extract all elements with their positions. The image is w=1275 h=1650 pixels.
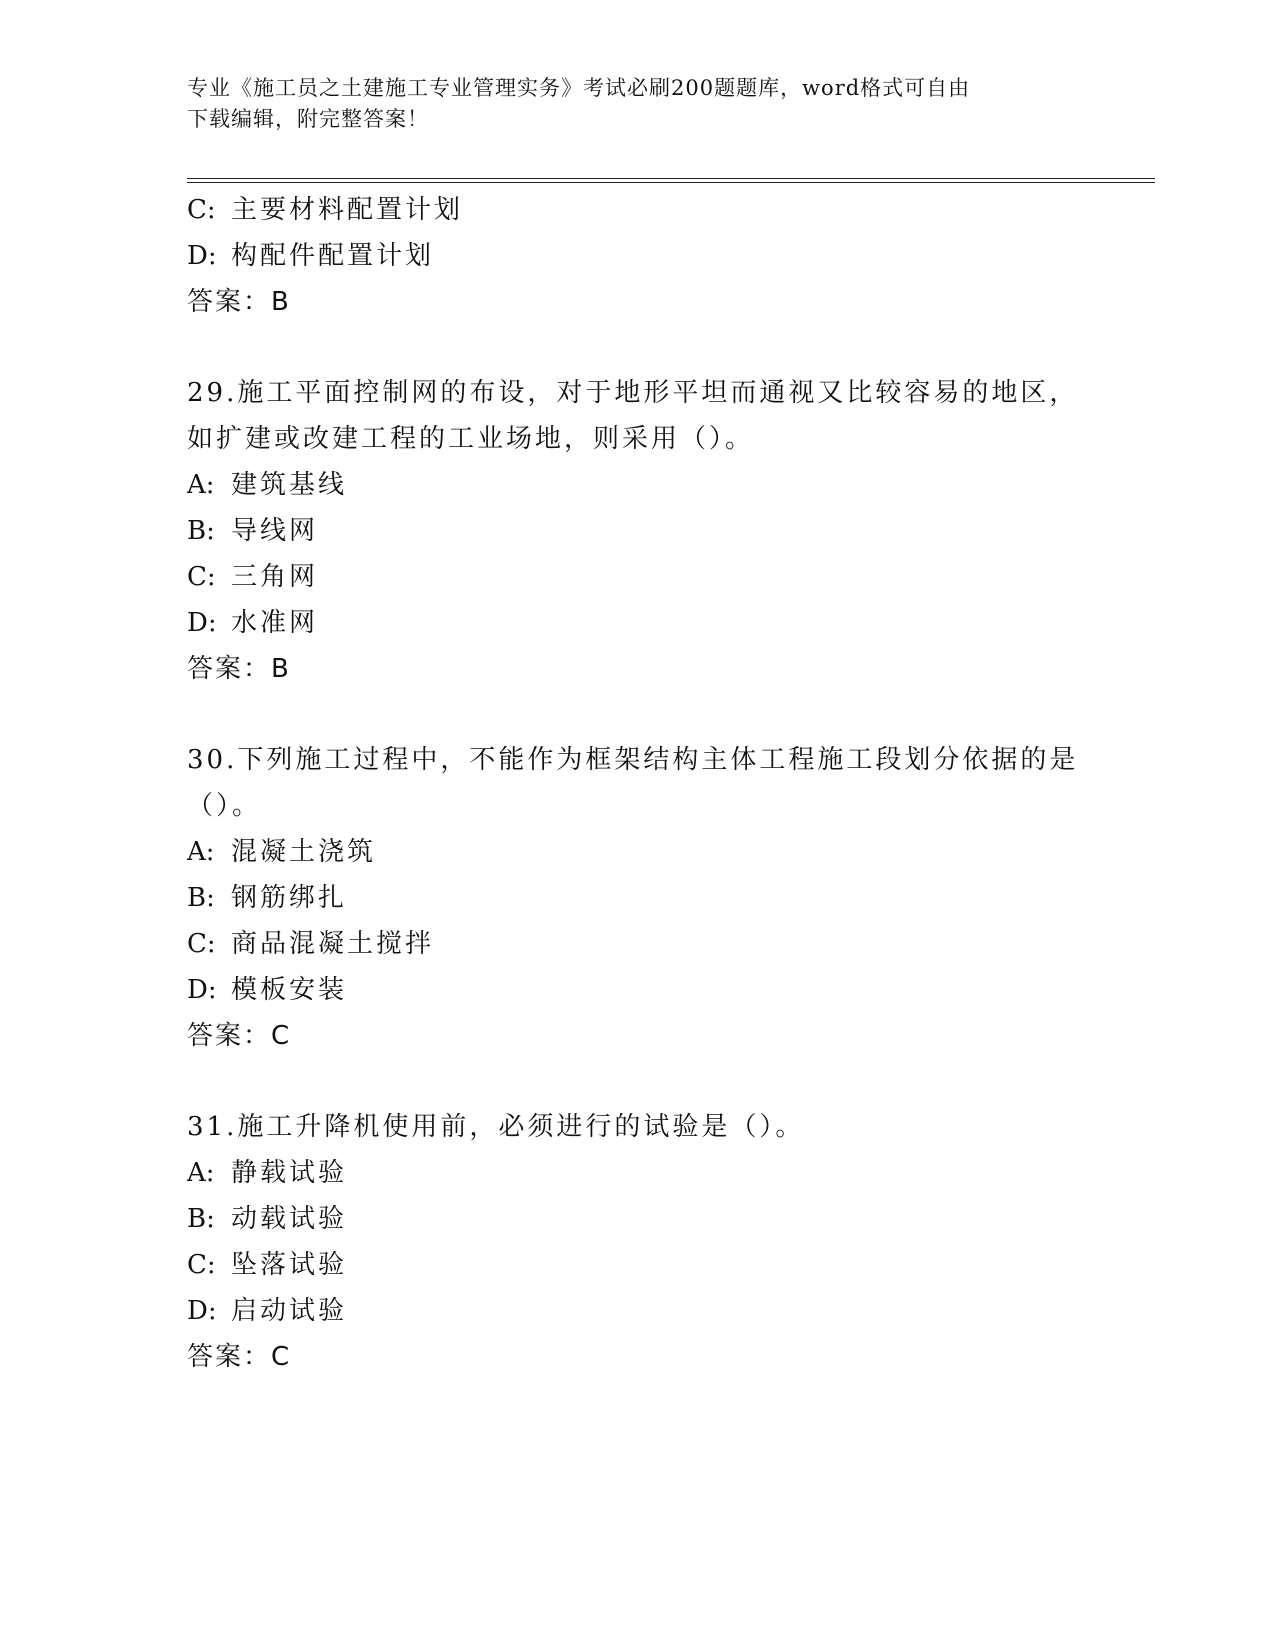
option-key: A: — [187, 1158, 215, 1188]
option-text: 三角网 — [231, 562, 319, 592]
question-stem-line: 31.施工升降机使用前，必须进行的试验是（）。 — [187, 1112, 805, 1142]
option-d — [187, 1288, 1087, 1334]
option-c — [187, 187, 1087, 233]
question-30 — [187, 737, 1087, 1059]
option-text: 混凝土浇筑 — [231, 837, 377, 867]
option-text: 模板安装 — [231, 975, 348, 1005]
answer-line: 答案：B — [187, 287, 291, 317]
option-key: C: — [187, 562, 216, 592]
option-d — [187, 600, 1087, 646]
header-divider-bottom — [187, 182, 1155, 183]
header-line-2: 下载编辑，附完整答案！ — [187, 107, 429, 131]
question-stem-line: 如扩建或改建工程的工业场地，则采用（）。 — [187, 424, 755, 454]
spacer — [187, 1059, 1087, 1104]
option-text: 启动试验 — [231, 1296, 348, 1326]
option-text: 水准网 — [231, 608, 319, 638]
header-line-1: 专业《施工员之土建施工专业管理实务》考试必刷200题题库，word格式可自由 — [187, 76, 971, 100]
option-key: A: — [187, 470, 215, 500]
answer-line: 答案：C — [187, 1021, 292, 1051]
question-31 — [187, 1104, 1087, 1380]
option-a — [187, 829, 1087, 875]
option-text: 动载试验 — [231, 1204, 348, 1234]
option-text: 导线网 — [231, 516, 319, 546]
option-b — [187, 875, 1087, 921]
option-a — [187, 1150, 1087, 1196]
option-key: C: — [187, 1250, 216, 1280]
option-c — [187, 921, 1087, 967]
option-text: 构配件配置计划 — [231, 241, 435, 271]
option-key: D: — [187, 975, 217, 1005]
option-key: C: — [187, 195, 216, 225]
option-a — [187, 462, 1087, 508]
option-c — [187, 554, 1087, 600]
question-stem-line: （）。 — [187, 791, 262, 821]
option-b — [187, 508, 1087, 554]
spacer — [187, 692, 1087, 737]
spacer — [187, 325, 1087, 370]
option-key: D: — [187, 1296, 217, 1326]
option-key: D: — [187, 241, 217, 271]
option-key: D: — [187, 608, 217, 638]
question-29 — [187, 370, 1087, 692]
question-list — [187, 187, 1087, 1380]
option-key: B: — [187, 883, 215, 913]
option-text: 商品混凝土搅拌 — [231, 929, 435, 959]
option-text: 主要材料配置计划 — [231, 195, 464, 225]
option-text: 静载试验 — [231, 1158, 348, 1188]
document-header — [187, 73, 1067, 135]
option-text: 坠落试验 — [231, 1250, 348, 1280]
question-28-tail — [187, 187, 1087, 325]
option-b — [187, 1196, 1087, 1242]
question-stem-line: 30.下列施工过程中，不能作为框架结构主体工程施工段划分依据的是 — [187, 745, 1079, 775]
answer-line: 答案：C — [187, 1342, 292, 1372]
answer-line: 答案：B — [187, 654, 291, 684]
option-key: A: — [187, 837, 215, 867]
header-divider-top — [187, 178, 1155, 179]
option-text: 钢筋绑扎 — [231, 883, 348, 913]
option-d — [187, 967, 1087, 1013]
option-key: B: — [187, 1204, 215, 1234]
question-stem-line: 29.施工平面控制网的布设，对于地形平坦而通视又比较容易的地区， — [187, 378, 1079, 408]
option-text: 建筑基线 — [231, 470, 348, 500]
option-key: C: — [187, 929, 216, 959]
option-c — [187, 1242, 1087, 1288]
option-d — [187, 233, 1087, 279]
option-key: B: — [187, 516, 215, 546]
